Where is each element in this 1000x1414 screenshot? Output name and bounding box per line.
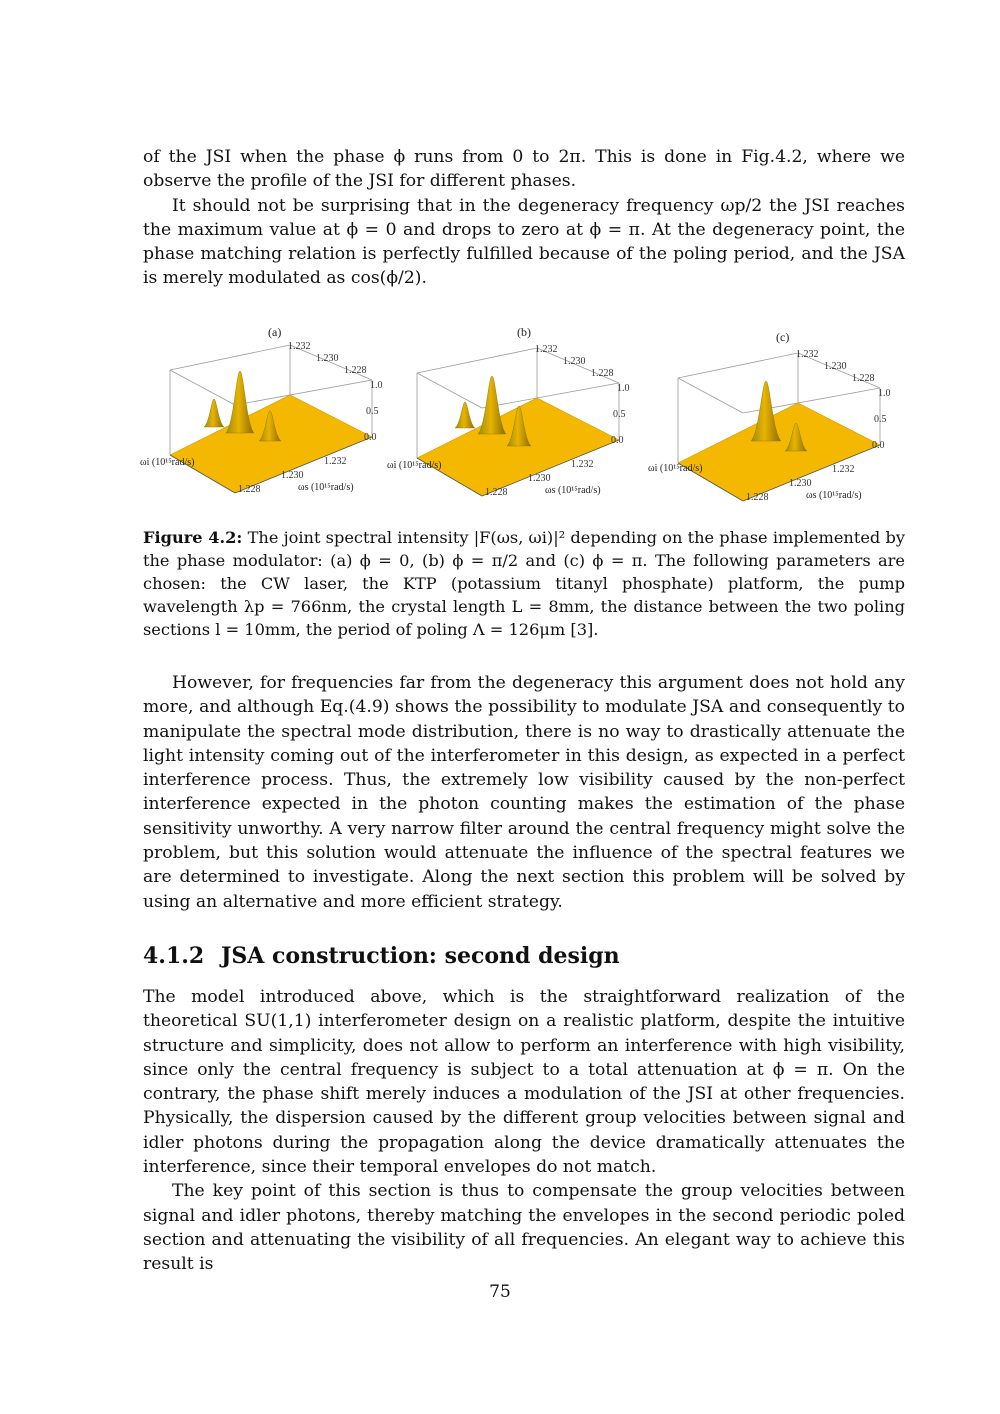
panel-label: (c) <box>776 330 790 344</box>
front-axis-tick: 1.232 <box>324 456 347 467</box>
back-axis-tick: 1.230 <box>824 361 847 372</box>
caption-label: Figure 4.2: <box>143 528 243 547</box>
z-axis-tick: 0.5 <box>874 414 887 425</box>
jsi-panel <box>140 325 383 495</box>
section-number: 4.1.2 <box>143 943 205 969</box>
back-axis-tick: 1.228 <box>591 368 614 379</box>
z-axis-tick: 1.0 <box>617 383 630 394</box>
front-axis-tick: 1.232 <box>832 464 855 475</box>
back-axis-tick: 1.232 <box>796 349 819 360</box>
ws-axis-label: ωs (10¹⁵rad/s) <box>298 482 354 493</box>
figure-jsi-plots <box>140 325 910 510</box>
z-axis-tick: 0.0 <box>364 432 377 443</box>
back-axis-tick: 1.230 <box>316 353 339 364</box>
axis-frame-line <box>678 378 743 413</box>
front-axis-tick: 1.230 <box>789 478 812 489</box>
section-title: JSA construction: second design <box>221 943 620 969</box>
page-number: 75 <box>489 1282 511 1302</box>
paragraph: It should not be surprising that in the degeneracy frequency ωp/2 the JSI reaches the maximum value at ϕ = 0 and drops to zero at ϕ = π. At the degeneracy point, the phase matching relation is perfectly fulfilled because of the poling period, and the JSA is merely modulated as cos(ϕ/2). <box>143 195 905 289</box>
back-axis-tick: 1.232 <box>288 341 311 352</box>
figure-caption <box>143 526 905 641</box>
axis-frame-line <box>417 348 537 373</box>
front-axis-tick: 1.228 <box>485 487 508 498</box>
z-axis-tick: 0.5 <box>366 406 379 417</box>
caption-text: The joint spectral intensity |F(ωs, ωi)|² depending on the phase implemented by the phase modulator: (a) ϕ = 0, (b) ϕ = π/2 and (c) ϕ = π. The following parameters are chosen: the CW laser, the KTP (potassium titanyl phosphate) platform, the pump wavelength λp = 766nm, the crystal length L = 8mm, the distance between the two poling sections l = 10mm, the period of poling Λ = 126μm [3]. <box>143 528 905 639</box>
section-heading <box>143 943 620 969</box>
front-axis-tick: 1.228 <box>238 484 261 495</box>
z-axis-tick: 1.0 <box>878 388 891 399</box>
top-text-block <box>143 145 905 291</box>
jsi-peak <box>455 402 475 428</box>
jsi-peak <box>204 399 224 427</box>
z-axis-tick: 0.5 <box>613 409 626 420</box>
paragraph: of the JSI when the phase ϕ runs from 0 to 2π. This is done in Fig.4.2, where we observe the profile of the JSI for different phases. <box>143 147 905 192</box>
mid-text-block <box>143 671 905 914</box>
panel-label: (b) <box>517 325 531 339</box>
wi-axis-label: ωi (10¹⁵rad/s) <box>387 460 442 471</box>
wi-axis-label: ωi (10¹⁵rad/s) <box>648 463 703 474</box>
axis-frame-line <box>678 353 798 378</box>
z-axis-tick: 0.0 <box>872 440 885 451</box>
axis-frame-line <box>235 380 372 405</box>
paragraph: The key point of this section is thus to compensate the group velocities between signal and idler photons, thereby matching the envelopes in the second periodic poled section and attenuating the visibility of all frequencies. An elegant way to achieve this result is <box>143 1181 905 1275</box>
wi-axis-label: ωi (10¹⁵rad/s) <box>140 457 195 468</box>
back-axis-tick: 1.230 <box>563 356 586 367</box>
paragraph: However, for frequencies far from the degeneracy this argument does not hold any more, and although Eq.(4.9) shows the possibility to modulate JSA and consequently to manipulate the spectral mode distribution, there is no way to drastically attenuate the light intensity coming out of the interferometer in this design, as expected in a perfect interference process. Thus, the extremely low visibility caused by the non-perfect interference expected in the photon counting makes the estimation of the phase sensitivity unworthy. A very narrow filter around the central frequency might solve the problem, but this solution would attenuate the influence of the spectral features we are determined to investigate. Along the next section this problem will be solved by using an alternative and more efficient strategy. <box>143 673 905 912</box>
jsi-panel <box>387 325 630 498</box>
front-axis-tick: 1.230 <box>281 470 304 481</box>
back-axis-tick: 1.228 <box>344 365 367 376</box>
back-axis-tick: 1.228 <box>852 373 875 384</box>
jsi-peak <box>478 376 506 434</box>
axis-frame-line <box>170 370 235 405</box>
front-axis-tick: 1.228 <box>746 492 769 503</box>
ws-axis-label: ωs (10¹⁵rad/s) <box>545 485 601 496</box>
front-axis-tick: 1.232 <box>571 459 594 470</box>
bottom-text-block <box>143 985 905 1277</box>
ws-axis-label: ωs (10¹⁵rad/s) <box>806 490 862 501</box>
front-axis-tick: 1.230 <box>528 473 551 484</box>
axis-frame-line <box>482 383 619 408</box>
paragraph: The model introduced above, which is the straightforward realization of the theoretical SU(1,1) interferometer design on a realistic platform, despite the intuitive structure and simplicity, does not allow to perform an interference with high visibility, since only the central frequency is subject to a total attenuation at ϕ = π. On the contrary, the phase shift merely induces a modulation of the JSI at other frequencies. Physically, the dispersion caused by the different group velocities between signal and idler photons during the propagation along the device dramatically attenuates the interference, since their temporal envelopes do not match. <box>143 987 905 1178</box>
axis-frame-line <box>417 373 482 408</box>
jsi-panel <box>648 330 891 503</box>
z-axis-tick: 0.0 <box>611 435 624 446</box>
z-axis-tick: 1.0 <box>370 380 383 391</box>
panel-label: (a) <box>268 325 282 339</box>
back-axis-tick: 1.232 <box>535 344 558 355</box>
axis-frame-line <box>170 345 290 370</box>
